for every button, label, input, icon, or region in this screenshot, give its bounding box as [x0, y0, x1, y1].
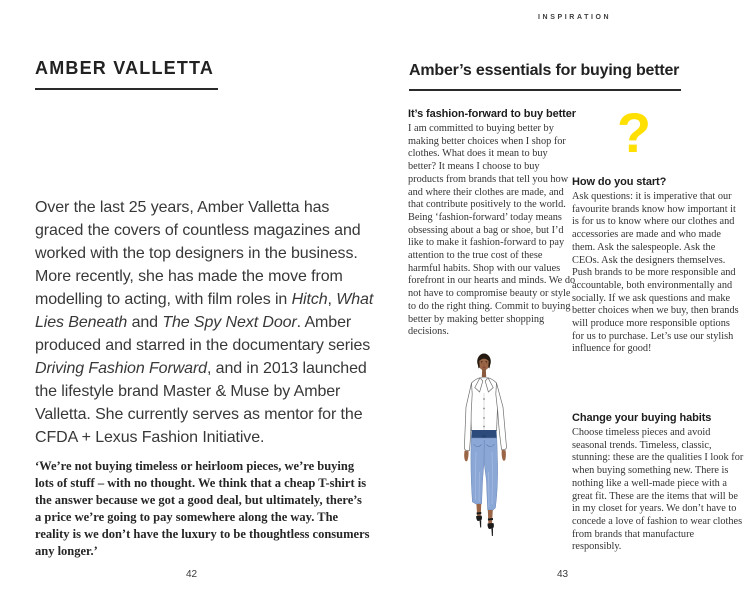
section-body: I am committed to buying better by making better choices when I shop for clothes. What does it mean to buy better? It means I choose to buy products from brands that tell you how and where their clothes are made, and that contribute positively to the world. Being ‘fashion-forward’ today means obsessing about a bag or shoe, but I’d like to make it fashion-forward to pay attention to the true cost of these harmful habits. Shop with our values forefront in our hearts and minds. We do not have to compromise beauty or style to do the right thing. Commit to buying better by making better shopping decisions.: [408, 123, 576, 338]
fashion-model-illustration: [448, 352, 533, 552]
left-page-title: AMBER VALLETTA: [35, 58, 218, 90]
pull-quote: ‘We’re not buying timeless or heirloom pieces, we’re buying lots of stuff – with no thought. We think that a cheap T-shirt is the answer because we got a good deal, but ultimately, there’s a price we’re going to pay somewhere along the way. The reality is we don’t have the luxury to be thoughtless consumers any longer.’: [35, 459, 370, 558]
section-heading: Change your buying habits: [572, 412, 712, 424]
section-fashion-forward: [408, 108, 576, 339]
bio-paragraph: Over the last 25 years, Amber Valletta has graced the covers of countless magazines and worked with the top designers in the business. More recently, she has made the move from modelling to acting, with film roles in Hitch, What Lies Beneath and The Spy Next Door. Amber produced and starred in the documentary series Driving Fashion Forward, and in 2013 launched the lifestyle brand Master & Muse by Amber Valletta. She currently serves as mentor for the CFDA + Lexus Fashion Initiative.: [35, 199, 374, 446]
running-head: INSPIRATION: [538, 14, 612, 21]
section-change-buying-habits: [572, 412, 744, 554]
section-body: Ask questions: it is imperative that our favourite brands know how important it is for us to know where our clothes and accessories are made and who made them. Ask the salespeople. Ask the CEOs. Ask the designers themselves. Push brands to be more responsible and accountable, both environmentally and socially. If we ask questions and make better choices when we buy, then brands will produce more responsible options for us to purchase. Let’s use our stylish influence for good!: [572, 191, 739, 355]
page-number-left: 42: [186, 569, 198, 580]
section-heading: It’s fashion-forward to buy better: [408, 108, 576, 120]
section-how-do-you-start: [572, 176, 744, 356]
section-body: Choose timeless pieces and avoid seasonal trends. Timeless, classic, stunning: these are the qualities I look for when buying something new. There is nothing like a well-made piece with a great fit. These are the items that will be in my closet for years. We don’t have to concede a love of fashion to wear clothes from brands that manufacture responsibly.: [572, 427, 744, 553]
question-mark-graphic: ?: [616, 101, 652, 164]
page-number-right: 43: [557, 569, 569, 580]
section-heading: How do you start?: [572, 176, 667, 188]
right-page-title: Amber’s essentials for buying better: [409, 62, 681, 91]
